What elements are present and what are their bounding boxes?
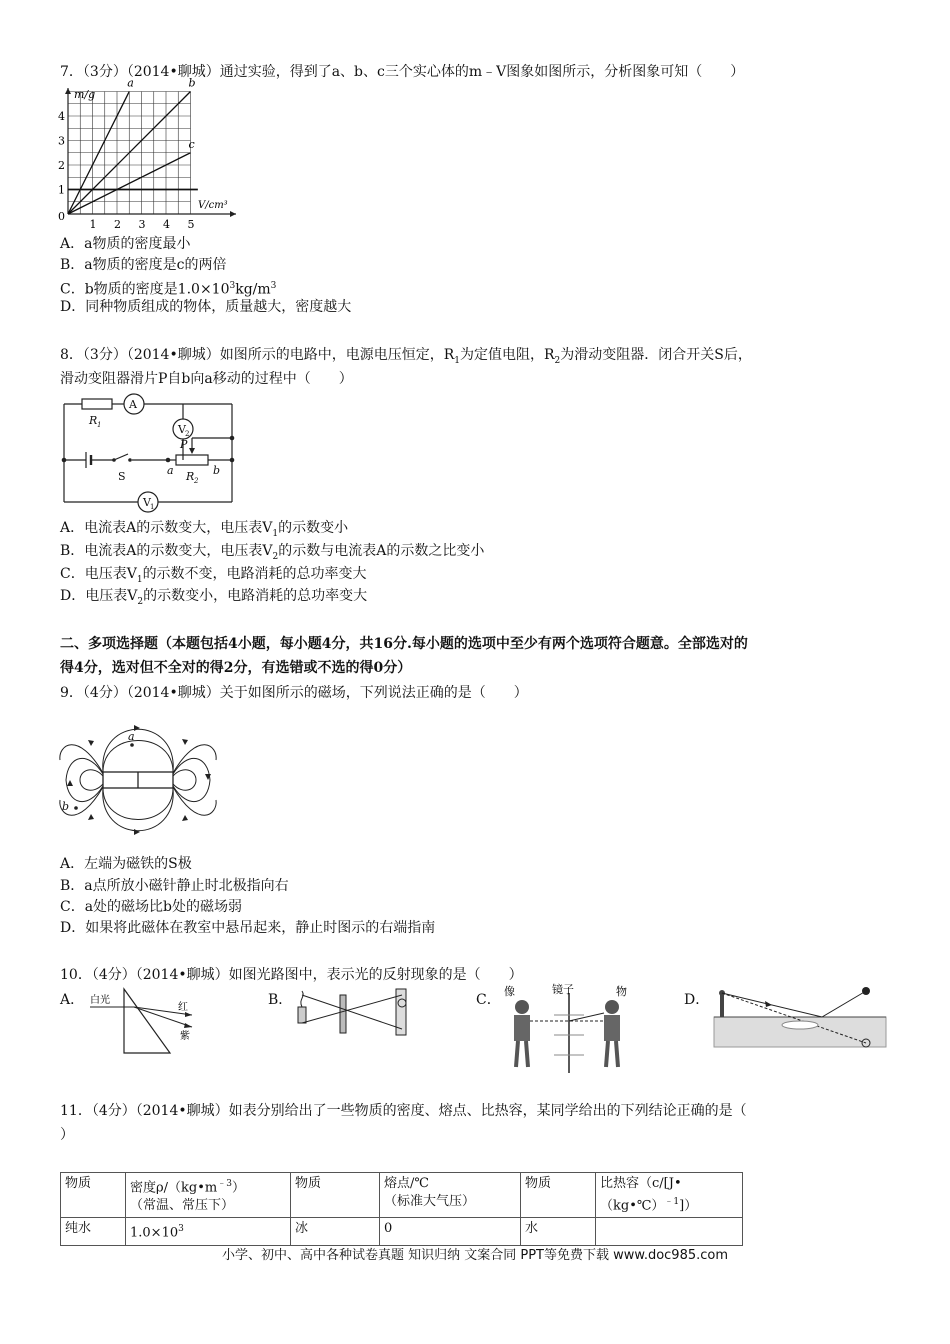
q8-option-a-text2: 的示数变小 <box>278 520 349 536</box>
table-cell <box>126 1218 291 1245</box>
q8-stem-part1: 8．（3分）（2014•聊城）如图所示的电路中，电源电压恒定，R <box>60 347 455 363</box>
q9-option-a[interactable]: A．左端为磁铁的S极 <box>60 856 192 872</box>
q8-stem-line2: 滑动变阻器滑片P自b向a移动的过程中（ ） <box>60 371 353 387</box>
table-row <box>61 1173 743 1218</box>
q9-option-d[interactable]: D．如果将此磁体在教室中悬吊起来，静止时图示的右端指南 <box>60 920 436 936</box>
table-header-text: 熔点/℃ <box>384 1176 429 1191</box>
q7-stem: 7．（3分）（2014•聊城）通过实验，得到了a、b、c三个实心体的m﹣V图象如图所示，分析图象可知（ ） <box>60 64 745 80</box>
x-tick-label: 4 <box>163 218 170 231</box>
q8-option-a-sub: 1 <box>272 528 279 539</box>
q8-stem-part2: 为定值电阻，R <box>459 347 555 363</box>
table-cell: 水 <box>521 1218 596 1245</box>
series-label-c: c <box>188 137 195 151</box>
q8-option-a-text: A．电流表A的示数变大，电压表V <box>60 520 273 536</box>
q10-c-object-label: 物 <box>616 985 627 998</box>
q8-option-d-text: D．电压表V <box>60 588 138 604</box>
q10-c-mirror-label: 镜子 <box>552 983 574 996</box>
q8-option-b[interactable] <box>60 541 484 567</box>
x-tick-label: 5 <box>187 218 195 231</box>
y-tick-label: 1 <box>58 183 65 197</box>
y-tick-label: 4 <box>58 110 65 123</box>
y-tick-label: 3 <box>58 134 65 148</box>
q8-option-d-text2: 的示数变小，电路消耗的总功率变大 <box>143 588 368 604</box>
page-footer[interactable]: 小学、初中、高中各种试卷真题 知识归纳 文案合同 PPT等免费下载 www.doc985.com <box>221 1248 729 1263</box>
table-cell: 纯水 <box>61 1218 126 1245</box>
table-header-cell: 物质 <box>521 1173 596 1218</box>
q7-mv-graph <box>58 76 238 232</box>
q9-magnet-field-diagram <box>58 710 218 850</box>
y-axis-label: m/g <box>74 88 96 101</box>
q8-option-c-sub: 1 <box>136 574 143 585</box>
q10-a-white-label: 白光 <box>90 995 110 1006</box>
origin-label: 0 <box>58 210 65 223</box>
q8-stem-sub2: 2 <box>554 355 561 366</box>
table-header-text: （常温、常压下） <box>130 1198 235 1214</box>
table-cell-text: 1.0×10 <box>130 1225 179 1241</box>
table-header-sup: ﹣3 <box>217 1179 232 1189</box>
q8-option-d[interactable] <box>60 586 367 612</box>
section2-heading-line2: 得4分，选对但不全对的得2分，有选错或不选的得0分） <box>60 660 412 676</box>
q8-stem-part3: 为滑动变阻器．闭合开关S后， <box>560 347 752 363</box>
table-header-cell <box>380 1173 521 1218</box>
q10-option-c-label[interactable]: C． <box>476 992 501 1008</box>
q8-option-b-text: B．电流表A的示数变大，电压表V <box>60 543 273 559</box>
q11-properties-table <box>60 1172 743 1246</box>
q10-option-a-prism-diagram[interactable] <box>88 985 198 1057</box>
q9-stem: 9．（4分）（2014•聊城）关于如图所示的磁场，下列说法正确的是（ ） <box>60 685 528 701</box>
section2-heading-line1: 二、多项选择题（本题包括4小题，每小题4分，共16分.每小题的选项中至少有两个选项符合题意。全部选对的 <box>60 636 748 652</box>
q7-option-c-unit: kg/m <box>235 281 271 298</box>
q9-option-b[interactable]: B．a点所放小磁针静止时北极指向右 <box>60 878 289 894</box>
series-label-a: a <box>127 76 134 90</box>
q7-option-c-sup: 3 <box>229 281 236 291</box>
x-tick-label: 1 <box>89 218 97 231</box>
q10-a-red-label: 红 <box>178 1002 188 1013</box>
q8-stem-line1 <box>60 345 752 371</box>
q10-c-image-label: 像 <box>504 985 515 998</box>
table-header-text: （kg•℃） <box>600 1198 665 1214</box>
x-tick-label: 2 <box>114 218 121 231</box>
q8-label-r1-sub: 1 <box>97 421 102 429</box>
q8-option-b-sub: 2 <box>272 551 279 562</box>
table-cell <box>596 1218 743 1245</box>
table-header-cell: 物质 <box>61 1173 126 1218</box>
table-header-sup: ﹣1 <box>664 1197 680 1207</box>
q8-label-p: P <box>180 438 188 451</box>
q8-label-b: b <box>213 464 221 477</box>
q8-option-a[interactable] <box>60 518 348 544</box>
table-header-text: 密度ρ/（kg•m <box>130 1180 218 1196</box>
table-cell: 冰 <box>291 1218 380 1245</box>
table-header-text: （标准大气压） <box>384 1194 476 1209</box>
q7-option-b[interactable]: B．a物质的密度是c的两倍 <box>60 257 227 273</box>
q8-option-c-text2: 的示数不变，电路消耗的总功率变大 <box>142 566 367 582</box>
q7-option-a[interactable]: A．a物质的密度最小 <box>60 236 191 252</box>
q10-option-d-label[interactable]: D． <box>684 992 710 1008</box>
q10-option-b-pinhole-diagram[interactable] <box>292 985 422 1045</box>
q11-stem-line2: ） <box>60 1127 74 1143</box>
q10-stem: 10．（4分）（2014•聊城）如图光路图中，表示光的反射现象的是（ ） <box>60 967 523 983</box>
q10-option-b-label[interactable]: B． <box>268 992 293 1008</box>
q8-circuit-diagram <box>58 392 243 514</box>
table-header-text: 比热容（c/[J• <box>600 1176 682 1191</box>
q8-label-r2-sub: 2 <box>194 477 199 485</box>
q8-option-c-text: C．电压表V <box>60 566 137 582</box>
q10-a-purple-label: 紫 <box>180 1031 190 1042</box>
table-cell: 0 <box>380 1218 521 1245</box>
q7-labels <box>58 77 228 232</box>
q11-stem-line1: 11．（4分）（2014•聊城）如表分别给出了一些物质的密度、熔点、比热容，某同学给出的下列结论正确的是（ <box>60 1103 747 1119</box>
q8-option-d-sub: 2 <box>137 596 144 607</box>
q10-option-c-mirror-diagram[interactable] <box>494 985 644 1075</box>
q7-option-d[interactable]: D．同种物质组成的物体，质量越大，密度越大 <box>60 299 352 315</box>
q8-label-r1: R <box>89 414 98 427</box>
q9-option-c[interactable]: C．a处的磁场比b处的磁场弱 <box>60 899 243 915</box>
q8-label-ammeter: A <box>129 398 137 411</box>
q9-label-b: b <box>62 800 70 813</box>
table-header-text: ]） <box>679 1198 698 1214</box>
q7-option-c-sup2: 3 <box>270 281 277 291</box>
table-row <box>61 1218 743 1245</box>
q8-label-v1-sub: 1 <box>150 503 155 511</box>
q8-option-b-text2: 的示数与电流表A的示数之比变小 <box>278 543 485 559</box>
q10-option-a-label[interactable]: A． <box>60 992 85 1008</box>
q7-option-c-text: C．b物质的密度是1.0×10 <box>60 281 230 298</box>
table-cell-sup: 3 <box>178 1224 184 1235</box>
q10-option-d-water-reflection-diagram[interactable] <box>712 985 888 1051</box>
q9-label-a: a <box>128 730 135 743</box>
table-header-cell <box>596 1173 743 1218</box>
table-header-cell: 物质 <box>291 1173 380 1218</box>
q8-label-a: a <box>167 464 174 477</box>
x-tick-label: 3 <box>138 218 146 231</box>
q8-label-s: S <box>118 470 126 483</box>
q8-stem-sub1: 1 <box>454 355 460 366</box>
table-header-cell <box>126 1173 291 1218</box>
x-axis-label: V/cm³ <box>198 200 228 211</box>
q8-label-v2: V <box>178 423 186 436</box>
q8-label-v2-sub: 2 <box>185 430 190 438</box>
q8-label-v1: V <box>143 496 151 509</box>
series-label-b: b <box>188 76 196 90</box>
y-tick-label: 2 <box>58 159 65 172</box>
table-header-text: ） <box>231 1180 245 1196</box>
q8-label-r2: R <box>186 470 195 483</box>
